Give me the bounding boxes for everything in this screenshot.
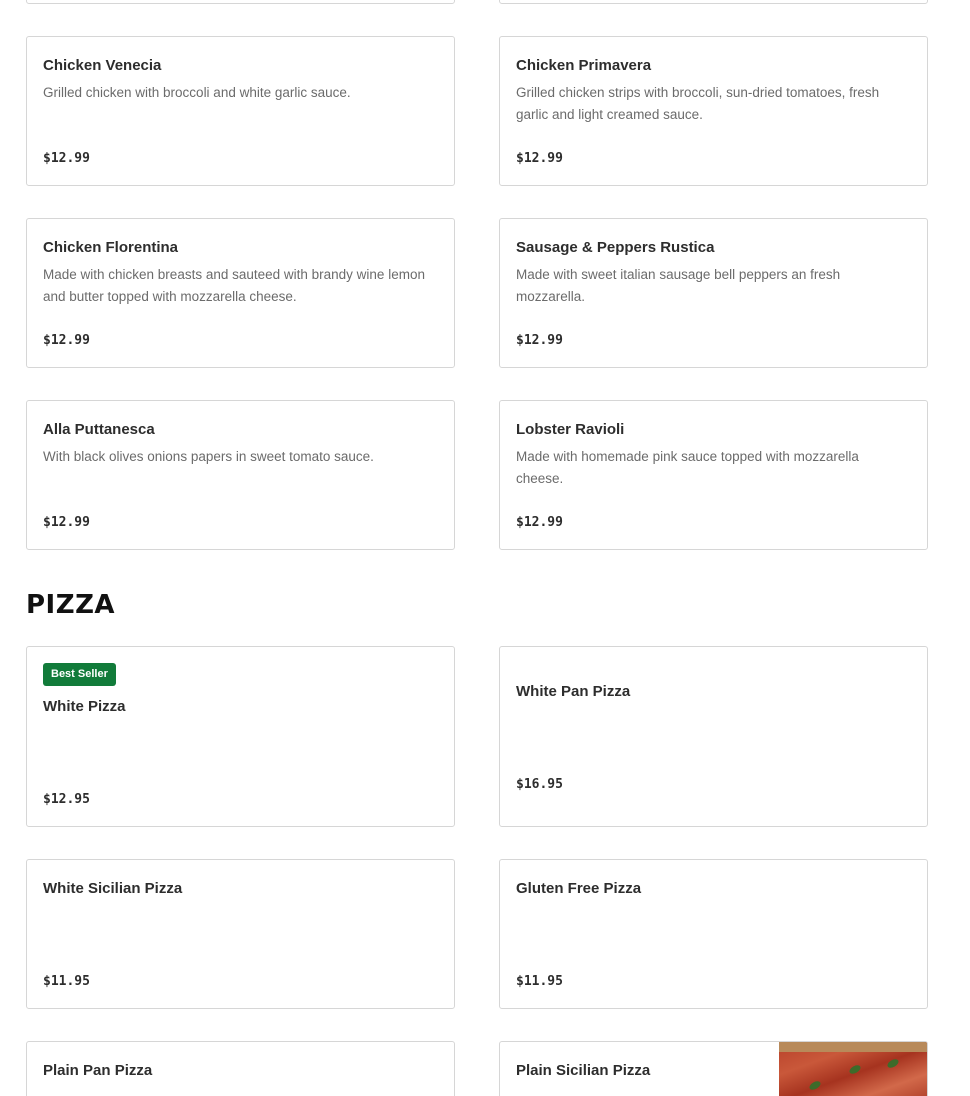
menu-item-sausage-peppers-rustica[interactable]: [499, 218, 928, 368]
plain-sicilian-pizza-image: [779, 1042, 927, 1096]
menu-item-chicken-venecia[interactable]: [26, 36, 455, 186]
item-name: Gluten Free Pizza: [516, 880, 642, 897]
item-price: $11.95: [43, 974, 90, 989]
menu-item-card[interactable]: [26, 0, 455, 4]
item-name: White Sicilian Pizza: [43, 880, 183, 897]
menu-item-white-sicilian-pizza[interactable]: [26, 859, 455, 1009]
menu-item-plain-sicilian-pizza[interactable]: [499, 1041, 928, 1096]
item-name: Sausage & Peppers Rustica: [516, 239, 715, 256]
menu-item-white-pan-pizza[interactable]: [499, 646, 928, 827]
menu-item-lobster-ravioli[interactable]: [499, 400, 928, 550]
item-name: Chicken Venecia: [43, 57, 162, 74]
item-price: $12.99: [516, 515, 563, 530]
section-title-pizza: PIZZA: [26, 590, 116, 620]
item-price: $12.99: [516, 333, 563, 348]
item-name: Plain Pan Pizza: [43, 1062, 153, 1079]
item-name: Chicken Florentina: [43, 239, 179, 256]
item-description: Grilled chicken strips with broccoli, sun-dried tomatoes, fresh garlic and light creamed sauce.: [516, 85, 880, 122]
menu-item-white-pizza[interactable]: [26, 646, 455, 827]
item-price: $12.99: [43, 515, 90, 530]
item-description: Made with homemade pink sauce topped with mozzarella cheese.: [516, 449, 859, 486]
menu-item-chicken-primavera[interactable]: [499, 36, 928, 186]
menu-item-plain-pan-pizza[interactable]: [26, 1041, 455, 1096]
item-name: Plain Sicilian Pizza: [516, 1062, 651, 1079]
item-name: Alla Puttanesca: [43, 421, 155, 438]
item-name: White Pizza: [43, 698, 126, 715]
item-price: $12.99: [43, 333, 90, 348]
item-description: Grilled chicken with broccoli and white garlic sauce.: [43, 85, 351, 100]
item-price: $16.95: [516, 777, 563, 792]
menu-item-gluten-free-pizza[interactable]: [499, 859, 928, 1009]
menu-item-chicken-florentina[interactable]: [26, 218, 455, 368]
best-seller-badge: Best Seller: [43, 663, 116, 686]
item-description: With black olives onions papers in sweet tomato sauce.: [43, 449, 374, 464]
item-price: $12.99: [43, 151, 90, 166]
item-description: Made with sweet italian sausage bell peppers an fresh mozzarella.: [516, 267, 841, 304]
item-name: Lobster Ravioli: [516, 421, 625, 438]
menu-item-card[interactable]: [499, 0, 928, 4]
item-name: White Pan Pizza: [516, 683, 631, 700]
item-price: $12.95: [43, 792, 90, 807]
item-price: $11.95: [516, 974, 563, 989]
item-price: $12.99: [516, 151, 563, 166]
item-name: Chicken Primavera: [516, 57, 652, 74]
menu-item-alla-puttanesca[interactable]: [26, 400, 455, 550]
item-description: Made with chicken breasts and sauteed with brandy wine lemon and butter topped with mozzarella cheese.: [43, 267, 425, 304]
